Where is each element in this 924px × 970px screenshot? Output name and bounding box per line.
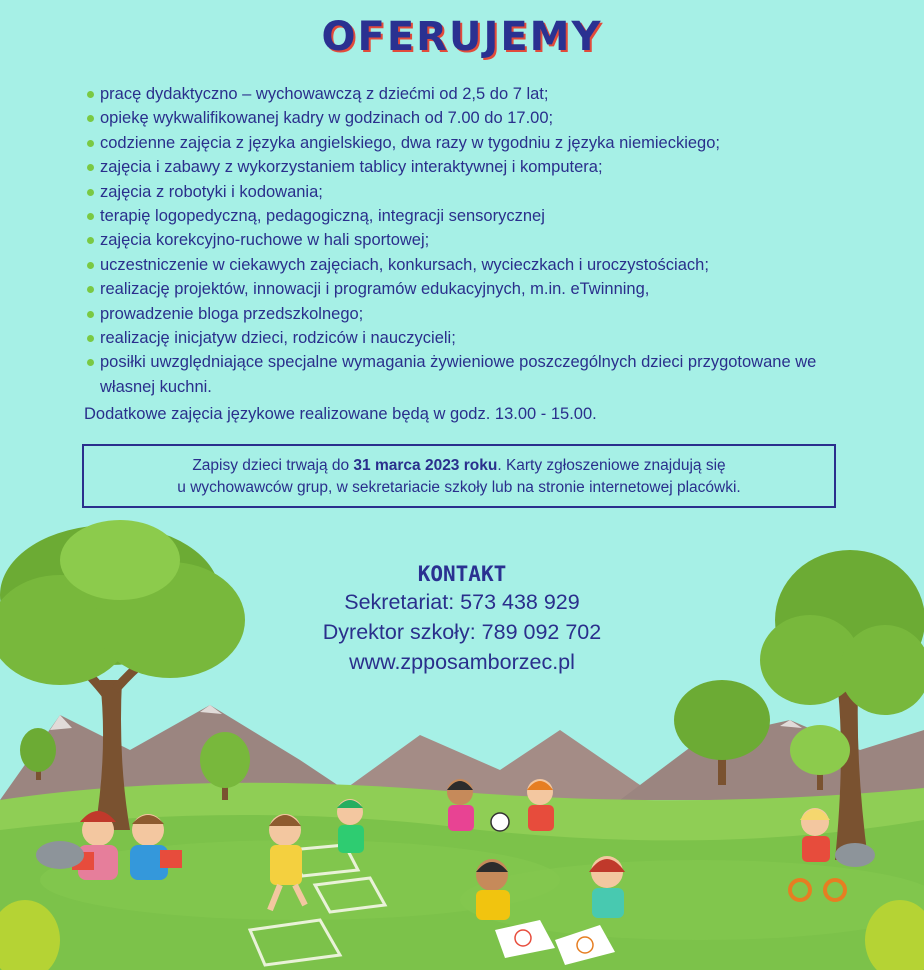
list-item: pracę dydaktyczno – wychowawczą z dziećmi od 2,5 do 7 lat; — [86, 82, 866, 106]
list-item: zajęcia z robotyki i kodowania; — [86, 180, 866, 204]
enrollment-box — [82, 444, 836, 508]
bullet-icon — [87, 140, 94, 147]
page-title: OFERUJEMY — [321, 14, 603, 60]
list-item: realizację inicjatyw dzieci, rodziców i nauczycieli; — [86, 326, 866, 350]
list-item: prowadzenie bloga przedszkolnego; — [86, 302, 866, 326]
bullet-icon — [87, 213, 94, 220]
list-item: terapię logopedyczną, pedagogiczną, integracji sensorycznej — [86, 204, 866, 228]
contact-secretariat: Sekretariat: 573 438 929 — [344, 590, 580, 614]
list-item: codzienne zajęcia z języka angielskiego, dwa razy w tygodniu z języka niemieckiego; — [86, 131, 866, 155]
bullet-icon — [87, 262, 94, 269]
contact-heading: KONTAKT — [417, 562, 507, 586]
bullet-icon — [87, 189, 94, 196]
bullet-icon — [87, 164, 94, 171]
bullet-icon — [87, 115, 94, 122]
list-item: realizację projektów, innowacji i programów edukacyjnych, m.in. eTwinning, — [86, 277, 866, 301]
bullet-icon — [87, 237, 94, 244]
offer-list — [86, 82, 866, 399]
contact-website-link[interactable]: www.zpposamborzec.pl — [349, 650, 575, 674]
enrollment-line-2: u wychowawców grup, w sekretariacie szkoły lub na stronie internetowej placówki. — [177, 479, 741, 496]
extra-language-note: Dodatkowe zajęcia językowe realizowane będą w godz. 13.00 - 15.00. — [84, 405, 597, 423]
enrollment-deadline: 31 marca 2023 roku — [353, 457, 498, 474]
list-item: zajęcia i zabawy z wykorzystaniem tablicy interaktywnej i komputera; — [86, 155, 866, 179]
bullet-icon — [87, 359, 94, 366]
list-item: opiekę wykwalifikowanej kadry w godzinach od 7.00 do 17.00; — [86, 106, 866, 130]
bullet-icon — [87, 286, 94, 293]
contact-director: Dyrektor szkoły: 789 092 702 — [322, 620, 602, 644]
child-green-cap — [337, 799, 364, 853]
bullet-icon — [87, 91, 94, 98]
list-item: posiłki uwzględniające specjalne wymagania żywieniowe poszczególnych dzieci przygotowane we własnej kuchni. — [86, 350, 845, 399]
list-item: zajęcia korekcyjno-ruchowe w hali sportowej; — [86, 228, 866, 252]
list-item: uczestniczenie w ciekawych zajęciach, konkursach, wycieczkach i uroczystościach; — [86, 253, 866, 277]
bullet-icon — [87, 311, 94, 318]
bullet-icon — [87, 335, 94, 342]
enrollment-line-1: Zapisy dzieci trwają do 31 marca 2023 roku. Karty zgłoszeniowe znajdują się — [192, 457, 726, 474]
ball-icon — [491, 813, 509, 831]
